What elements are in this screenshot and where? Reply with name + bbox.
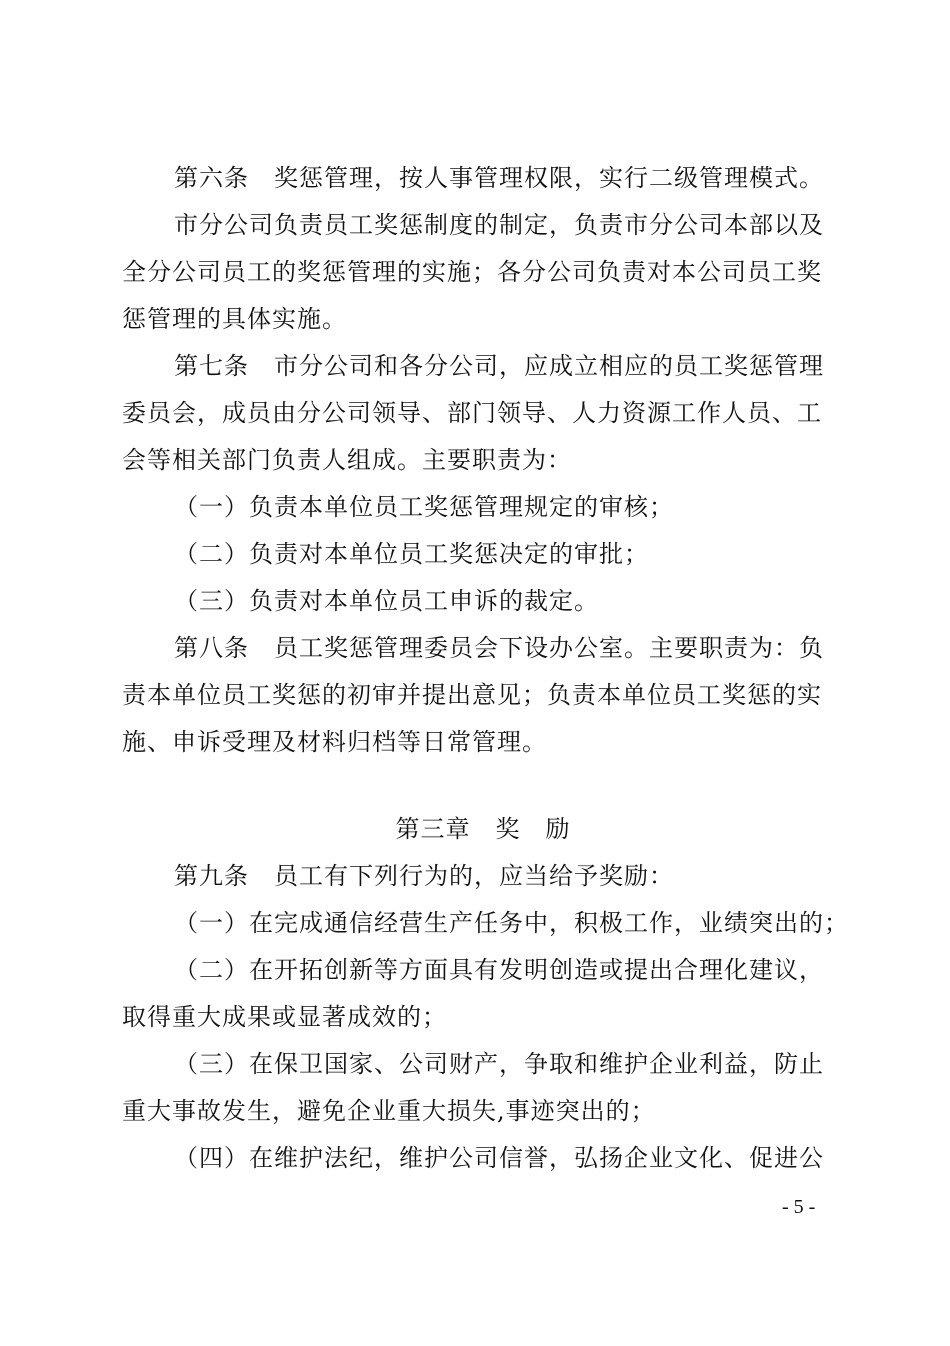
article-7-line-3: 会等相关部门负责人组成。主要职责为：: [122, 446, 572, 474]
article-9-item-3-line-1: （三）在保卫国家、公司财产，争取和维护企业利益，防止: [174, 1050, 824, 1078]
page-number: - 5 -: [782, 1196, 816, 1218]
article-9-item-1: （一）在完成通信经营生产任务中，积极工作，业绩突出的；: [174, 909, 849, 937]
section-gap: [122, 766, 844, 806]
article-8-line-3: 施、申诉受理及材料归档等日常管理。: [122, 728, 547, 756]
article-6-line-1: 第六条 奖惩管理，按人事管理权限，实行二级管理模式。: [174, 164, 824, 192]
article-9-line-1: 第九条 员工有下列行为的，应当给予奖励：: [174, 862, 674, 890]
article-7-item-3: （三）负责对本单位员工申诉的裁定。: [174, 587, 599, 615]
document-body: [122, 155, 849, 1182]
article-8-line-2: 责本单位员工奖惩的初审并提出意见；负责本单位员工奖惩的实: [122, 681, 822, 709]
article-6-line-2: 市分公司负责员工奖惩制度的制定，负责市分公司本部以及: [174, 211, 824, 239]
article-6-line-3: 全分公司员工的奖惩管理的实施；各分公司负责对本公司员工奖: [122, 258, 822, 286]
article-9-item-4-line-1: （四）在维护法纪，维护公司信誉，弘扬企业文化、促进公: [174, 1144, 824, 1172]
article-7-item-1: （一）负责本单位员工奖惩管理规定的审核；: [174, 493, 674, 521]
article-7-line-1: 第七条 市分公司和各分公司，应成立相应的员工奖惩管理: [174, 352, 824, 380]
article-7-line-2: 委员会，成员由分公司领导、部门领导、人力资源工作人员、工: [122, 399, 822, 427]
article-9-item-2-line-1: （二）在开拓创新等方面具有发明创造或提出合理化建议，: [174, 956, 824, 984]
article-6-line-4: 惩管理的具体实施。: [122, 305, 347, 333]
article-9-item-2-line-2: 取得重大成果或显著成效的；: [122, 1003, 447, 1031]
article-7-item-2: （二）负责对本单位员工奖惩决定的审批；: [174, 540, 649, 568]
article-8-line-1: 第八条 员工奖惩管理委员会下设办公室。主要职责为：负: [174, 634, 824, 662]
chapter-title: 第三章 奖 励: [395, 815, 571, 843]
article-9-item-3-line-2: 重大事故发生，避免企业重大损失,事迹突出的；: [122, 1097, 656, 1125]
